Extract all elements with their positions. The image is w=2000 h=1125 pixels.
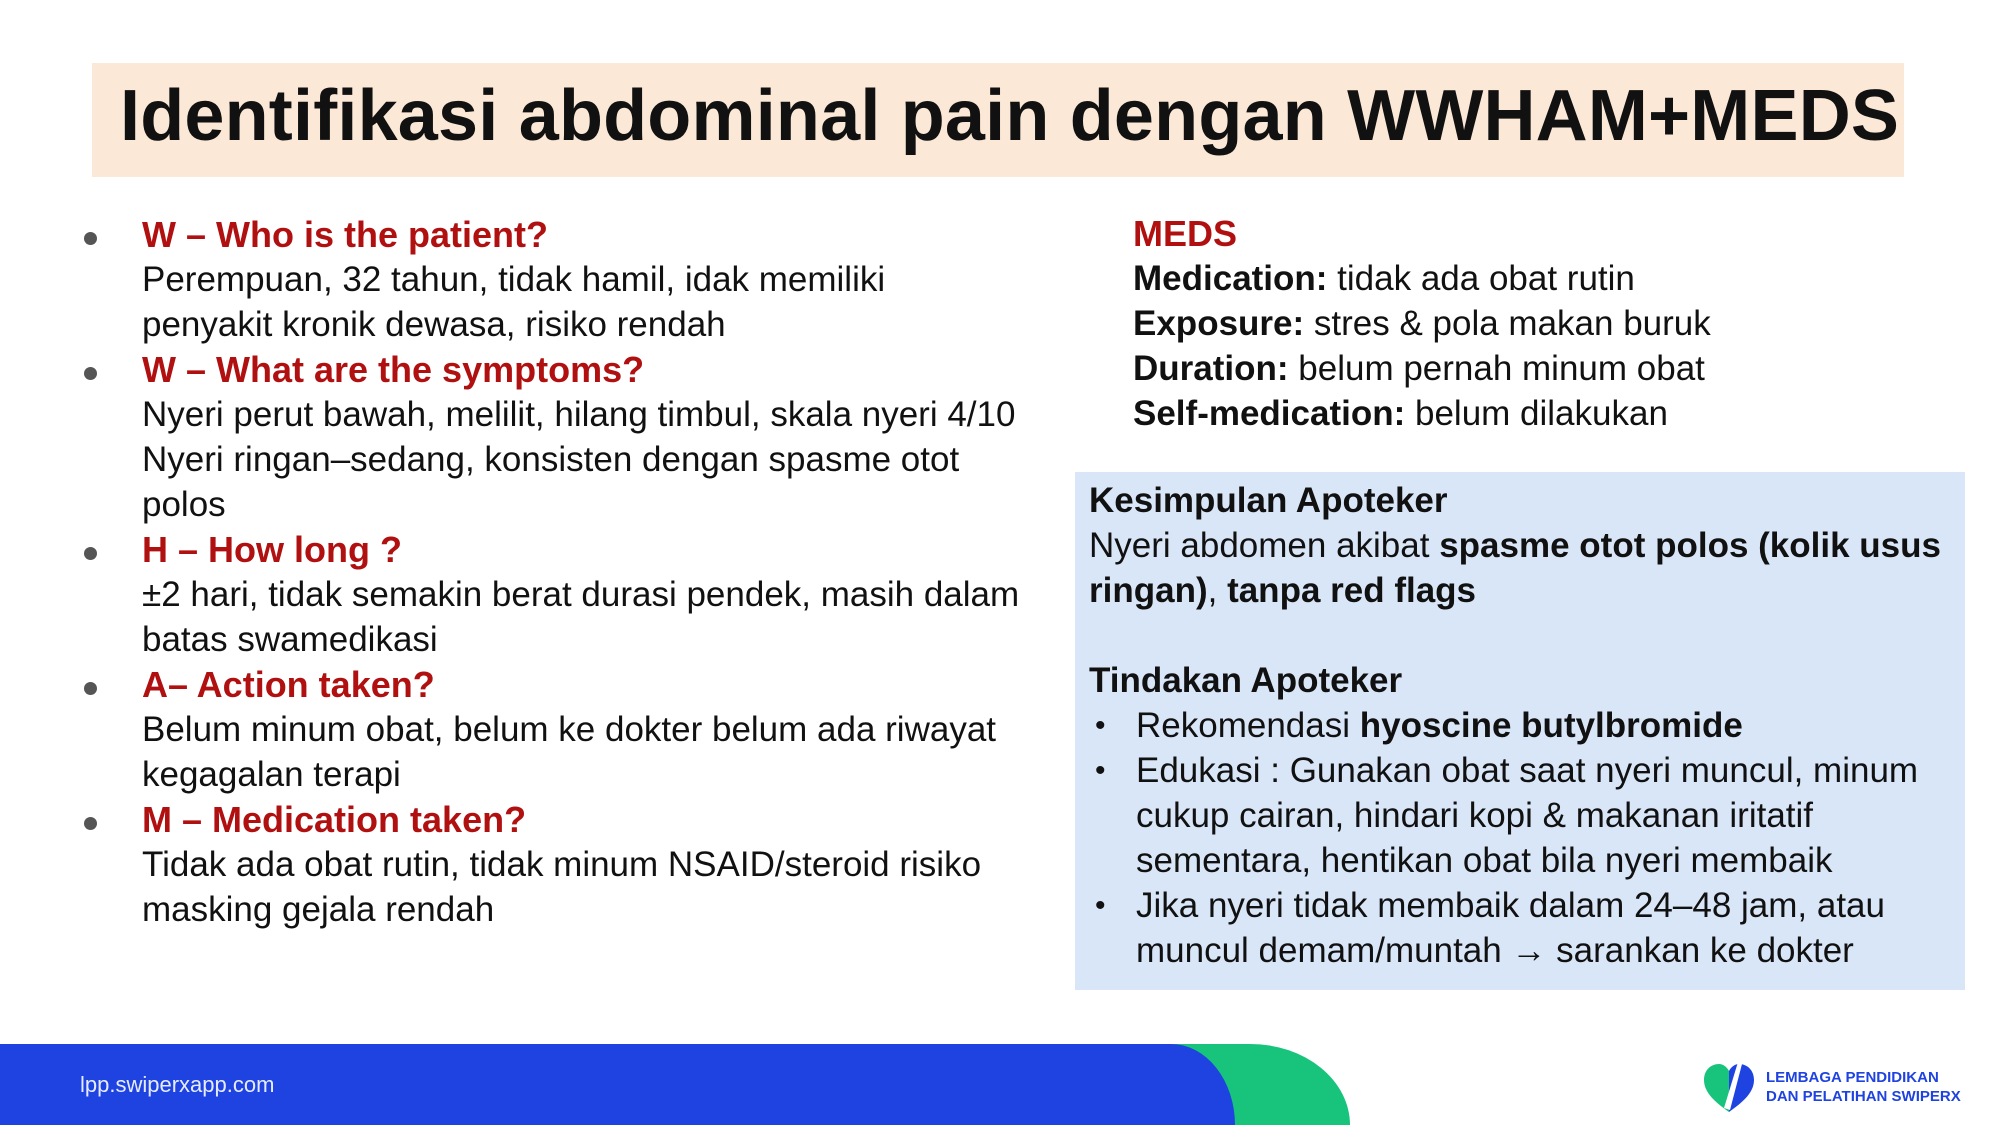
conclusion-heading: Kesimpulan Apoteker: [1089, 481, 1448, 520]
wwham-heading: A– Action taken?: [142, 664, 435, 705]
meds-row-exposure: [1133, 301, 1953, 346]
conclusion-text-pre: Nyeri abdomen akibat: [1089, 526, 1440, 565]
bullet-icon: [84, 232, 97, 245]
wwham-heading: M – Medication taken?: [142, 799, 527, 840]
bullet-icon: •: [1095, 889, 1106, 922]
bullet-icon: [84, 547, 97, 560]
meds-value: stres & pola makan buruk: [1304, 304, 1711, 343]
heart-logo-icon: [1700, 1058, 1758, 1114]
action-item-drug: hyoscine butylbromide: [1359, 706, 1743, 745]
wwham-list: [80, 212, 1020, 932]
footer-url-link[interactable]: lpp.swiperxapp.com: [80, 1072, 275, 1097]
action-heading: Tindakan Apoteker: [1089, 661, 1403, 700]
action-item-text: Jika nyeri tidak membaik dalam 24–48 jam, atau muncul demam/muntah → sarankan ke dokter: [1136, 886, 1885, 970]
wwham-body: ±2 hari, tidak semakin berat durasi pendek, masih dalam batas swamedikasi: [142, 575, 1020, 659]
conclusion-text-bold-2: tanpa red flags: [1227, 571, 1477, 610]
wwham-item-medication: [80, 797, 1020, 932]
action-item-text: Rekomendasi: [1136, 706, 1360, 745]
action-list: [1089, 703, 1959, 973]
action-item-text: Edukasi : Gunakan obat saat nyeri muncul, minum cukup cairan, hindari kopi & makanan iritatif sementara, hentikan obat bila nyeri membaik: [1136, 751, 1919, 880]
spacer: [1089, 613, 1959, 658]
conclusion-text-mid: ,: [1207, 571, 1228, 610]
meds-section: [1133, 211, 1953, 436]
title-banner: [92, 63, 1904, 177]
bullet-icon: •: [1095, 754, 1106, 787]
meds-row-self-medication: [1133, 391, 1953, 436]
conclusion-text: [1089, 523, 1959, 613]
organization-name: [1766, 1068, 1961, 1106]
action-item-referral: [1089, 883, 1959, 973]
conclusion-content: [1089, 478, 1959, 973]
meds-label: Duration:: [1133, 349, 1289, 388]
meds-label: Self-medication:: [1133, 394, 1406, 433]
bullet-icon: [84, 817, 97, 830]
meds-label: Exposure:: [1133, 304, 1305, 343]
wwham-body: Tidak ada obat rutin, tidak minum NSAID/steroid risiko masking gejala rendah: [142, 845, 982, 929]
slide-title: Identifikasi abdominal pain dengan WWHAM+MEDS: [120, 76, 1900, 156]
wwham-item-action: [80, 662, 1020, 797]
bullet-icon: •: [1095, 709, 1106, 742]
wwham-heading: H – How long ?: [142, 529, 402, 570]
wwham-body: Nyeri perut bawah, melilit, hilang timbul, skala nyeri 4/10 Nyeri ringan–sedang, konsisten dengan spasme otot polos: [142, 395, 1016, 524]
wwham-body: Perempuan, 32 tahun, tidak hamil, idak memiliki penyakit kronik dewasa, risiko rendah: [142, 260, 886, 344]
meds-row-duration: [1133, 346, 1953, 391]
meds-value: belum dilakukan: [1405, 394, 1668, 433]
wwham-item-who: [80, 212, 1020, 347]
wwham-item-how-long: [80, 527, 1020, 662]
organization-name-line-2: DAN PELATIHAN SWIPERX: [1766, 1088, 1961, 1105]
meds-title: MEDS: [1133, 213, 1238, 254]
wwham-heading: W – What are the symptoms?: [142, 349, 645, 390]
conclusion-text-bold-1: spasme otot polos (kolik usus ringan): [1089, 526, 1941, 610]
organization-name-line-1: LEMBAGA PENDIDIKAN: [1766, 1069, 1939, 1086]
action-item-education: [1089, 748, 1959, 883]
wwham-heading: W – Who is the patient?: [142, 214, 548, 255]
conclusion-box: [1075, 472, 1965, 990]
meds-value: belum pernah minum obat: [1288, 349, 1705, 388]
meds-label: Medication:: [1133, 259, 1328, 298]
organization-logo: [1700, 1058, 1970, 1114]
meds-row-medication: [1133, 256, 1953, 301]
bullet-icon: [84, 682, 97, 695]
bullet-icon: [84, 367, 97, 380]
wwham-body: Belum minum obat, belum ke dokter belum ada riwayat kegagalan terapi: [142, 710, 997, 794]
action-item-recommendation: [1089, 703, 1959, 748]
meds-value: tidak ada obat rutin: [1327, 259, 1635, 298]
wwham-item-symptoms: [80, 347, 1020, 527]
